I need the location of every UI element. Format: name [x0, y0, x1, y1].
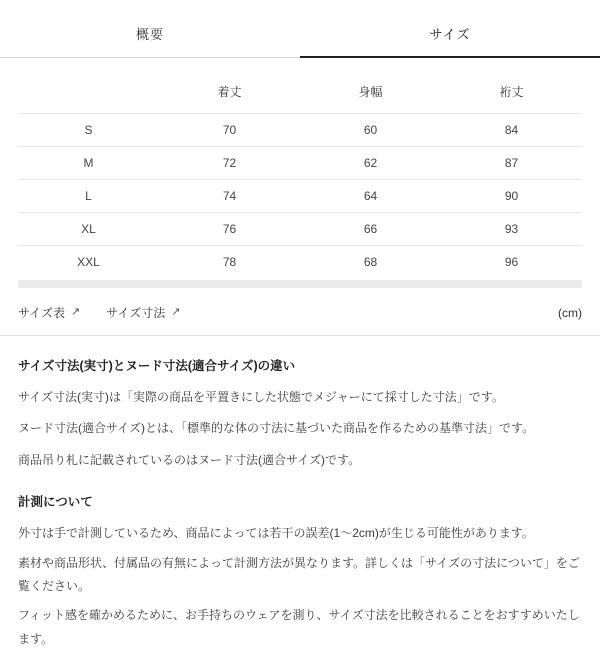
tab-overview[interactable] [0, 12, 300, 58]
size-table-body [18, 114, 582, 279]
cell-width: 62 [300, 147, 441, 180]
cell-width: 66 [300, 213, 441, 246]
table-footer-band [18, 280, 582, 288]
paragraph: 素材や商品形状、付属品の有無によって計測方法が異なります。詳しくは「サイズの寸法について」をご覧ください。 [18, 555, 580, 593]
paragraph: 外寸は手で計測しているため、商品によっては若干の誤差(1〜2cm)が生じる可能性があります。 [18, 526, 534, 541]
tab-size-label: サイズ [429, 27, 471, 42]
link-size-measurements-label: サイズ寸法 [106, 306, 166, 320]
column-header-length: 着丈 [217, 85, 242, 99]
section-title: 計測について [18, 495, 93, 510]
paragraph: ヌード寸法(適合サイズ)とは、「標準的な体の寸法に基づいた商品を作るための基準寸法」です。 [18, 421, 535, 436]
section-title: サイズ寸法(実寸)とヌード寸法(適合サイズ)の違い [18, 359, 296, 373]
row-size-label: XXL [18, 246, 159, 279]
cell-sleeve: 96 [441, 246, 582, 279]
section-size-difference [18, 356, 582, 472]
cell-length: 74 [159, 180, 300, 213]
table-row [18, 114, 582, 147]
paragraph: フィット感を確かめるために、お手持ちのウェアを測り、サイズ寸法を比較されることをおすすめいたします。 [18, 608, 580, 646]
size-description [0, 356, 600, 651]
link-size-measurements[interactable] [106, 304, 180, 321]
cell-sleeve: 90 [441, 180, 582, 213]
table-row [18, 246, 582, 279]
row-size-label: XL [18, 213, 159, 246]
size-info-page [0, 12, 600, 646]
tab-bar [0, 12, 600, 58]
table-row [18, 213, 582, 246]
paragraph: 商品吊り札に記載されているのはヌード寸法(適合サイズ)です。 [18, 452, 361, 467]
tab-overview-label: 概要 [135, 27, 164, 42]
cell-length: 70 [159, 114, 300, 147]
cell-sleeve: 84 [441, 114, 582, 147]
size-table-wrap [0, 74, 600, 278]
table-header-row [18, 74, 582, 114]
paragraph: サイズ寸法(実寸)は「実際の商品を平置きにした状態でメジャーにて採寸した寸法」です。 [18, 390, 504, 404]
row-size-label: L [18, 180, 159, 213]
column-header-width: 身幅 [358, 85, 383, 99]
cell-length: 76 [159, 213, 300, 246]
cell-sleeve: 93 [441, 213, 582, 246]
size-table-head [18, 74, 582, 114]
unit-label: (cm) [558, 305, 582, 320]
cell-length: 78 [159, 246, 300, 279]
tab-size[interactable] [300, 12, 600, 58]
size-links-row [0, 288, 600, 336]
table-row [18, 147, 582, 180]
table-row [18, 180, 582, 213]
column-header-size [18, 74, 159, 114]
cell-length: 72 [159, 147, 300, 180]
cell-width: 68 [300, 246, 441, 279]
link-size-chart[interactable] [18, 304, 80, 321]
cell-width: 64 [300, 180, 441, 213]
external-link-icon: ↗ [71, 306, 81, 318]
size-table [18, 74, 582, 278]
section-measurement [18, 492, 582, 651]
cell-width: 60 [300, 114, 441, 147]
link-size-chart-label: サイズ表 [18, 306, 66, 320]
row-size-label: M [18, 147, 159, 180]
column-header-sleeve: 裄丈 [499, 85, 524, 99]
row-size-label: S [18, 114, 159, 147]
external-link-icon: ↗ [171, 306, 181, 318]
cell-sleeve: 87 [441, 147, 582, 180]
